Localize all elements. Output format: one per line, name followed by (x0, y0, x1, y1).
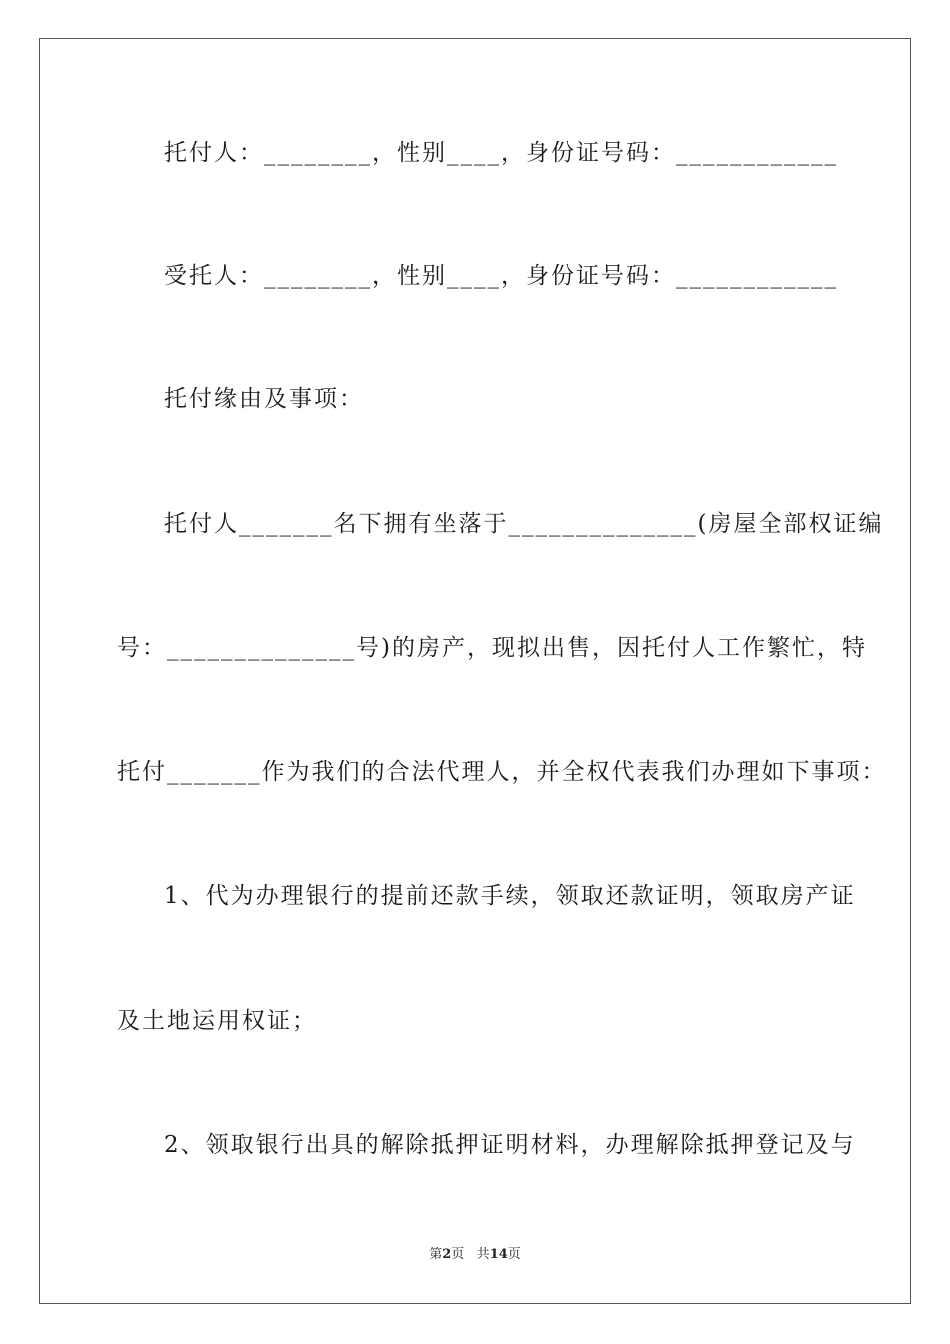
page-number: 2 (442, 1247, 452, 1262)
page-footer (0, 1246, 950, 1264)
page-border (39, 38, 911, 1304)
total-suffix: 页 (507, 1247, 521, 1262)
total-prefix: 共 (476, 1247, 490, 1262)
paragraph-line: 托付_______作为我们的合法代理人，并全权代表我们办理如下事项： (117, 759, 887, 785)
principal-line: 托付人：________，性别____，身份证号码：____________ (164, 140, 838, 166)
paragraph-line: 号：______________号)的房产，现拟出售，因托付人工作繁忙，特 (117, 635, 867, 661)
agent-line: 受托人：________，性别____，身份证号码：____________ (164, 263, 838, 289)
list-item-2-line: 2、领取银行出具的解除抵押证明材料，办理解除抵押登记及与 (164, 1132, 856, 1158)
section-heading: 托付缘由及事项： (164, 386, 364, 412)
paragraph-line: 托付人_______名下拥有坐落于______________(房屋全部权证编 (164, 511, 884, 537)
total-pages: 14 (489, 1247, 508, 1262)
page-prefix: 第 (429, 1247, 443, 1262)
list-item-1-line: 及土地运用权证； (117, 1008, 317, 1034)
list-item-1-line: 1、代为办理银行的提前还款手续，领取还款证明，领取房产证 (164, 883, 856, 909)
page-suffix: 页 (451, 1247, 465, 1262)
